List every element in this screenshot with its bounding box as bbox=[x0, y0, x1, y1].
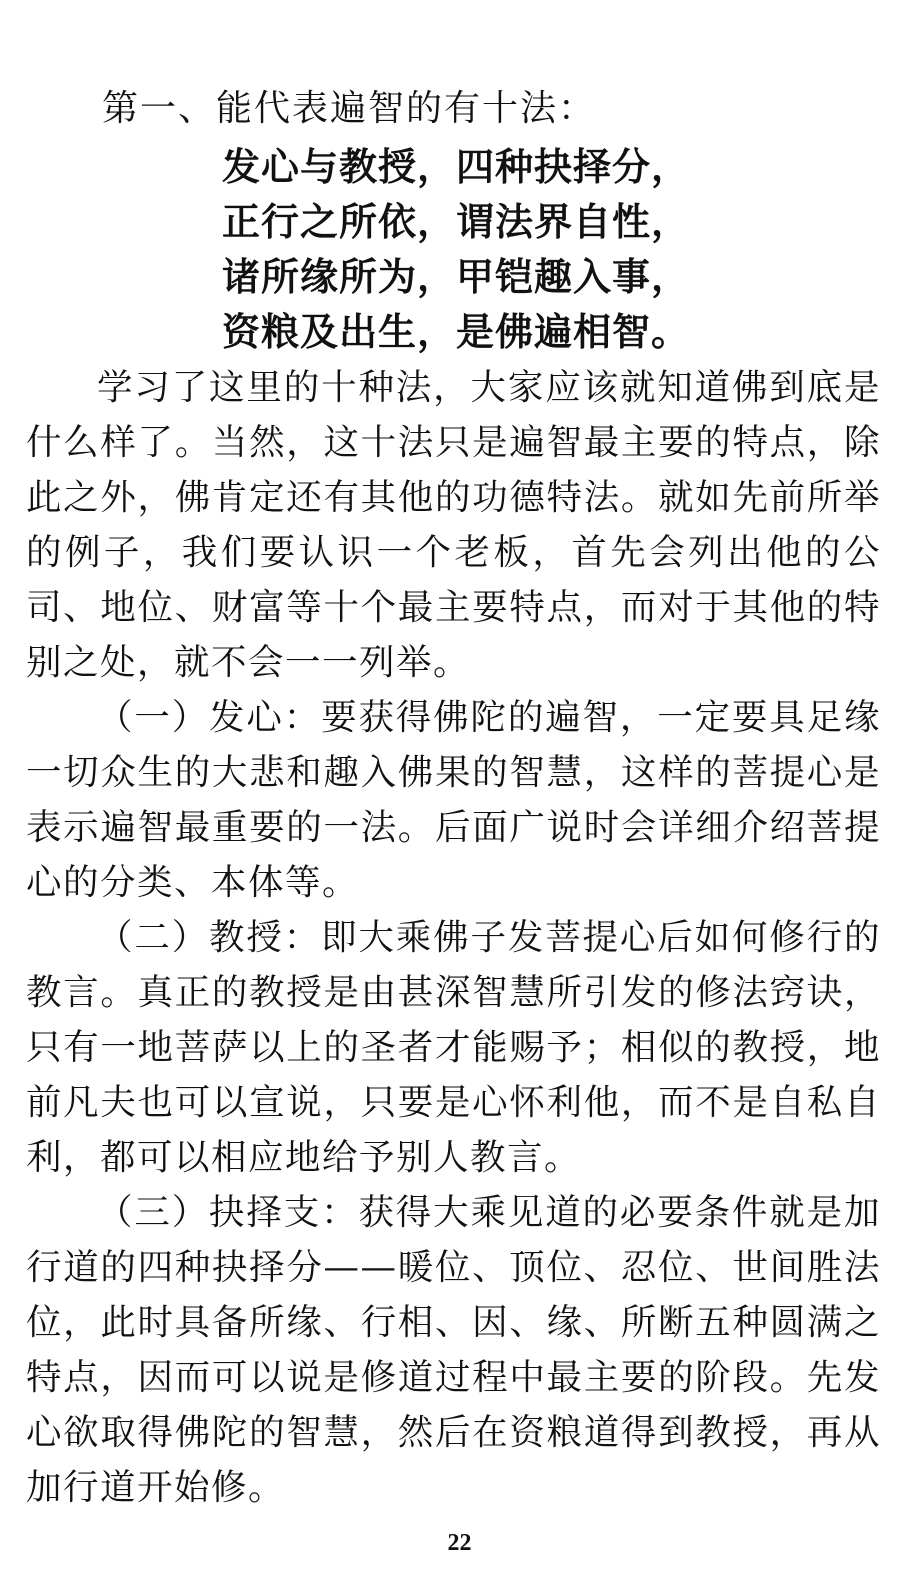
verse-line: 正行之所依，谓法界自性， bbox=[222, 200, 691, 244]
paragraph: （二）教授：即大乘佛子发菩提心后如何修行的教言。真正的教授是由甚深智慧所引发的修法窍诀，只有一地菩萨以上的圣者才能赐予；相似的教授，地前凡夫也可以宣说，只要是心怀利他，而不是自私自利，都可以相应地给予别人教言。 bbox=[26, 917, 881, 1178]
page-number: 22 bbox=[447, 1530, 472, 1556]
paragraph: （一）发心：要获得佛陀的遍智，一定要具足缘一切众生的大悲和趣入佛果的智慧，这样的菩提心是表示遍智最重要的一法。后面广说时会详细介绍菩提心的分类、本体等。 bbox=[26, 697, 881, 903]
section-heading: 第一、能代表遍智的有十法： bbox=[102, 88, 597, 129]
verse-line: 发心与教授，四种抉择分， bbox=[222, 145, 691, 189]
paragraph: 学习了这里的十种法，大家应该就知道佛到底是什么样了。当然，这十法只是遍智最主要的特点，除此之外，佛肯定还有其他的功德特法。就如先前所举的例子，我们要认识一个老板，首先会列出他的公司、地位、财富等十个最主要特点，而对于其他的特别之处，就不会一一列举。 bbox=[26, 367, 881, 683]
verse-line: 诸所缘所为，甲铠趣入事， bbox=[222, 255, 691, 299]
verse-line: 资粮及出生，是佛遍相智。 bbox=[222, 310, 691, 354]
body-text bbox=[26, 360, 881, 1515]
paragraph: （三）抉择支：获得大乘见道的必要条件就是加行道的四种抉择分——暖位、顶位、忍位、世间胜法位，此时具备所缘、行相、因、缘、所断五种圆满之特点，因而可以说是修道过程中最主要的阶段。先发心欲取得佛陀的智慧，然后在资粮道得到教授，再从加行道开始修。 bbox=[26, 1192, 881, 1508]
